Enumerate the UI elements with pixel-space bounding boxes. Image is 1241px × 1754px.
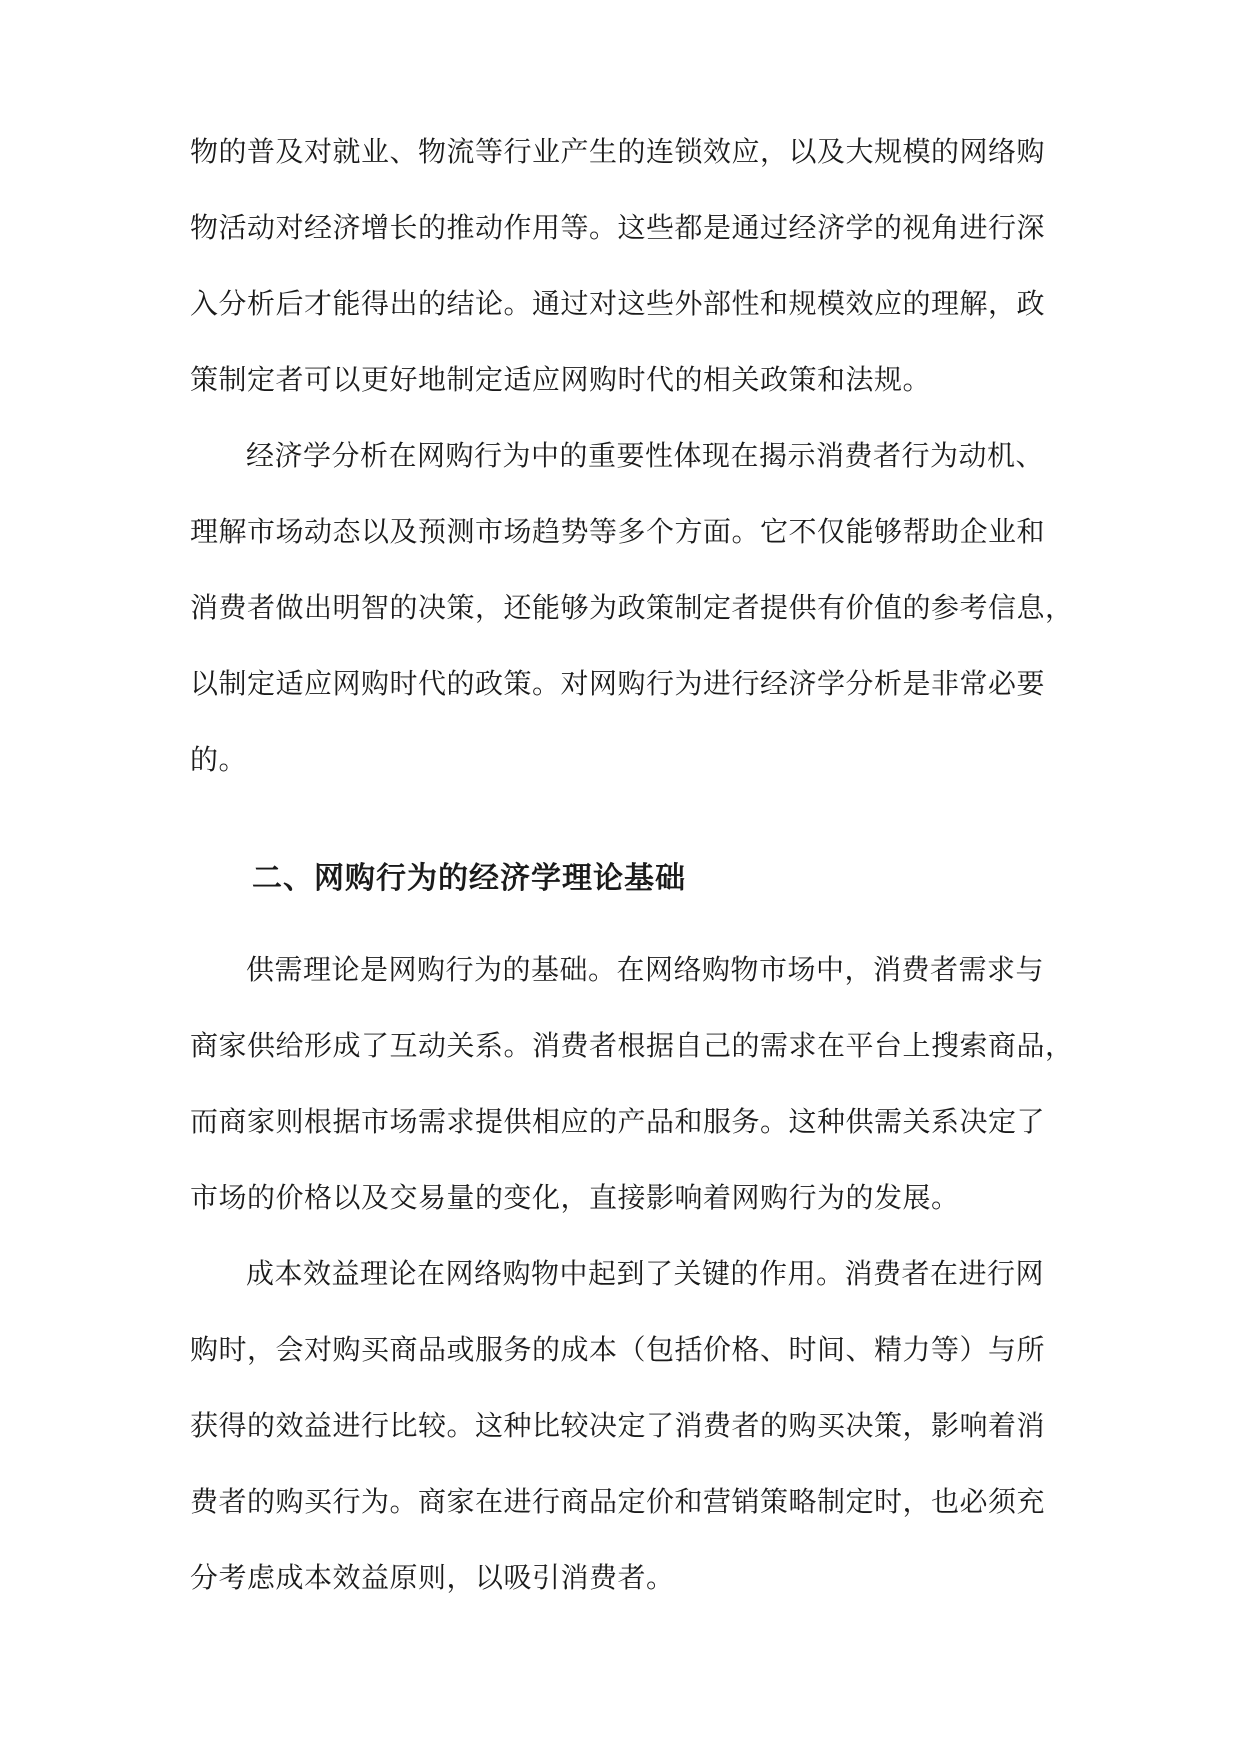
paragraph-2-line-1: 经济学分析在网购行为中的重要性体现在揭示消费者行为动机、	[246, 439, 1045, 472]
section-paragraph-2-line-1: 成本效益理论在网络购物中起到了关键的作用。消费者在进行网	[246, 1257, 1045, 1290]
paragraph-1-line-2: 物活动对经济增长的推动作用等。这些都是通过经济学的视角进行深	[190, 211, 1046, 244]
section-paragraph-2-line-5: 分考虑成本效益原则，以吸引消费者。	[190, 1561, 675, 1594]
paragraph-1-line-1: 物的普及对就业、物流等行业产生的连锁效应，以及大规模的网络购	[190, 135, 1046, 168]
section-paragraph-1-line-4: 市场的价格以及交易量的变化，直接影响着网购行为的发展。	[190, 1181, 960, 1214]
paragraph-2-line-3: 消费者做出明智的决策，还能够为政策制定者提供有价值的参考信息，	[190, 591, 1074, 624]
section-paragraph-2-line-3: 获得的效益进行比较。这种比较决定了消费者的购买决策，影响着消	[190, 1409, 1046, 1442]
section-paragraph-1-line-1: 供需理论是网购行为的基础。在网络购物市场中，消费者需求与	[246, 953, 1045, 986]
paragraph-2-line-4: 以制定适应网购时代的政策。对网购行为进行经济学分析是非常必要	[190, 667, 1046, 700]
section-paragraph-1-line-2: 商家供给形成了互动关系。消费者根据自己的需求在平台上搜索商品，	[190, 1029, 1074, 1062]
section-paragraph-2-line-2: 购时，会对购买商品或服务的成本（包括价格、时间、精力等）与所	[190, 1333, 1046, 1366]
paragraph-2-line-5: 的。	[190, 743, 248, 776]
paragraph-2-line-2: 理解市场动态以及预测市场趋势等多个方面。它不仅能够帮助企业和	[190, 515, 1046, 548]
paragraph-1-line-3: 入分析后才能得出的结论。通过对这些外部性和规模效应的理解，政	[190, 287, 1046, 320]
section-paragraph-1-line-3: 而商家则根据市场需求提供相应的产品和服务。这种供需关系决定了	[190, 1105, 1046, 1138]
section-paragraph-2-line-4: 费者的购买行为。商家在进行商品定价和营销策略制定时，也必须充	[190, 1485, 1046, 1518]
paragraph-1-line-4: 策制定者可以更好地制定适应网购时代的相关政策和法规。	[190, 363, 932, 396]
section-heading: 二、网购行为的经济学理论基础	[252, 861, 686, 896]
